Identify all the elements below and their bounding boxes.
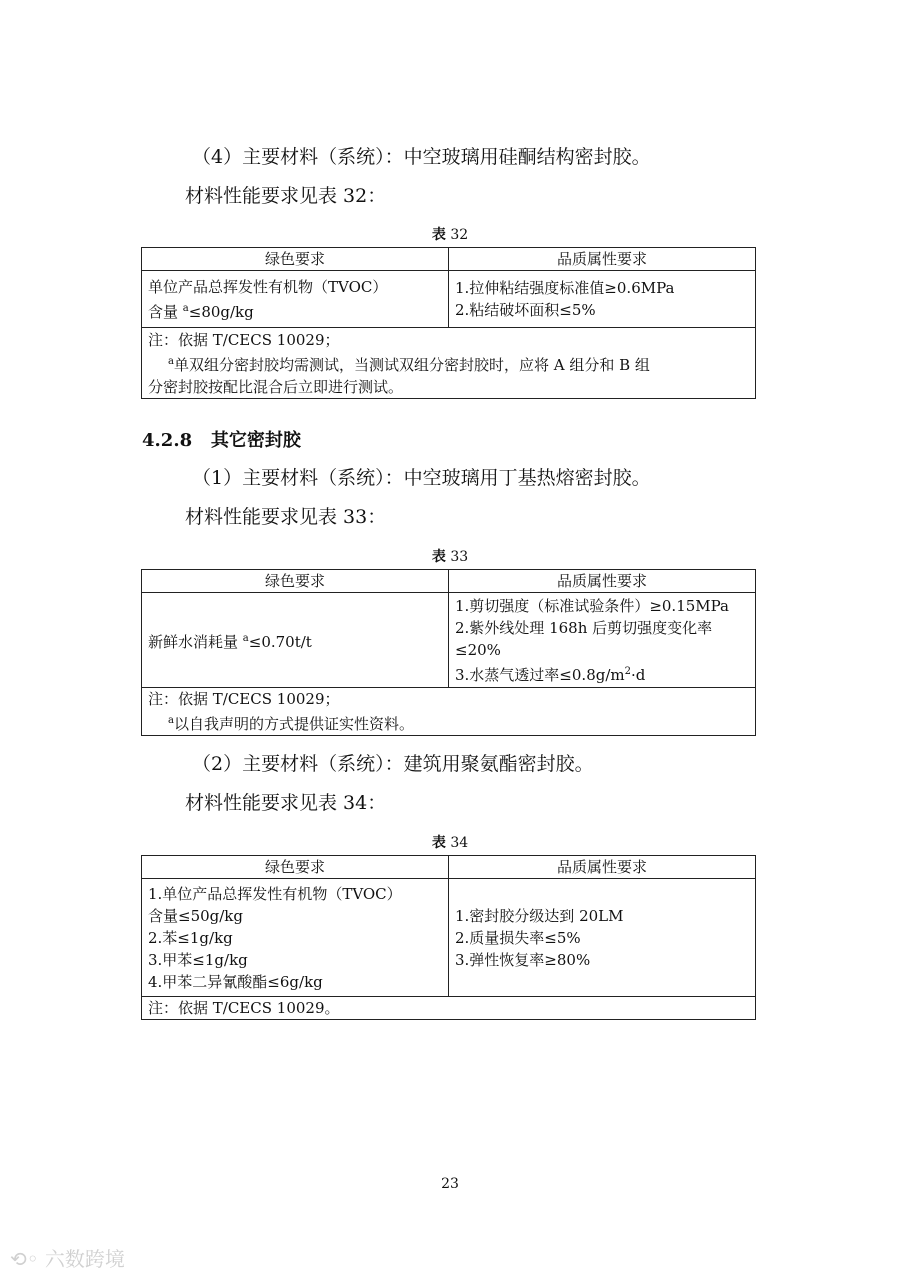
table-row — [142, 271, 756, 328]
table-note: 注：依据 T/CECS 10029。 — [142, 997, 756, 1020]
table-32-caption: 表 32 — [431, 227, 469, 243]
section-heading-4-2-8: 4.2.8 其它密封胶 — [142, 430, 301, 451]
header-quality: 品质属性要求 — [449, 570, 756, 593]
quality-cell: 1.密封胶分级达到 20LM 2.质量损失率≤5% 3.弹性恢复率≥80% — [449, 879, 756, 997]
green-cell: 1.单位产品总挥发性有机物（TVOC） 含量≤50g/kg 2.苯≤1g/kg 3.甲苯≤1g/kg 4.甲苯二异氰酸酯≤6g/kg — [142, 879, 449, 997]
table-33-reference: 材料性能要求见表 33： — [185, 506, 387, 528]
watermark-logo: ⟲◦ 六数跨境 — [10, 1247, 125, 1271]
header-green: 绿色要求 — [142, 856, 449, 879]
table-header-row — [142, 570, 756, 593]
item-4-text: （4）主要材料（系统）：中空玻璃用硅酮结构密封胶。 — [192, 146, 651, 168]
table-note-row — [142, 328, 756, 399]
table-header-row — [142, 856, 756, 879]
table-32-reference: 材料性能要求见表 32： — [185, 185, 387, 207]
logo-icon: ⟲◦ — [10, 1247, 39, 1271]
header-green: 绿色要求 — [142, 570, 449, 593]
table-32 — [141, 247, 756, 399]
item-2-text: （2）主要材料（系统）：建筑用聚氨酯密封胶。 — [192, 753, 594, 775]
table-34-reference: 材料性能要求见表 34： — [185, 792, 387, 814]
header-green: 绿色要求 — [142, 248, 449, 271]
table-33 — [141, 569, 756, 736]
table-note-row — [142, 997, 756, 1020]
table-row — [142, 879, 756, 997]
item-1-text: （1）主要材料（系统）：中空玻璃用丁基热熔密封胶。 — [192, 467, 651, 489]
table-note-row — [142, 688, 756, 736]
green-cell: 新鲜水消耗量 $^a$≤0.70t/t — [142, 593, 449, 688]
table-note: 注：依据 T/CECS 10029； $^a$以自我声明的方式提供证实性资料。 — [142, 688, 756, 736]
table-note: 注：依据 T/CECS 10029； $^a$单双组分密封胶均需测试，当测试双组分密封胶时，应将 A 组分和 B 组 分密封胶按配比混合后立即进行测试。 — [142, 328, 756, 399]
header-quality: 品质属性要求 — [449, 248, 756, 271]
table-34-caption: 表 34 — [431, 835, 469, 851]
page-number: 23 — [441, 1176, 459, 1192]
table-33-caption: 表 33 — [431, 549, 469, 565]
header-quality: 品质属性要求 — [449, 856, 756, 879]
quality-cell: 1.剪切强度（标准试验条件）≥0.15MPa 2.紫外线处理 168h 后剪切强度变化率 ≤20% 3.水蒸气透过率$\le 0.8g/m^2\cdot d$ — [449, 593, 756, 688]
quality-cell: 1.拉伸粘结强度标准值≥0.6MPa 2.粘结破坏面积≤5% — [449, 271, 756, 328]
table-row — [142, 593, 756, 688]
green-cell: 单位产品总挥发性有机物（TVOC） 含量 $^a$≤80g/kg — [142, 271, 449, 328]
table-34 — [141, 855, 756, 1020]
table-header-row — [142, 248, 756, 271]
